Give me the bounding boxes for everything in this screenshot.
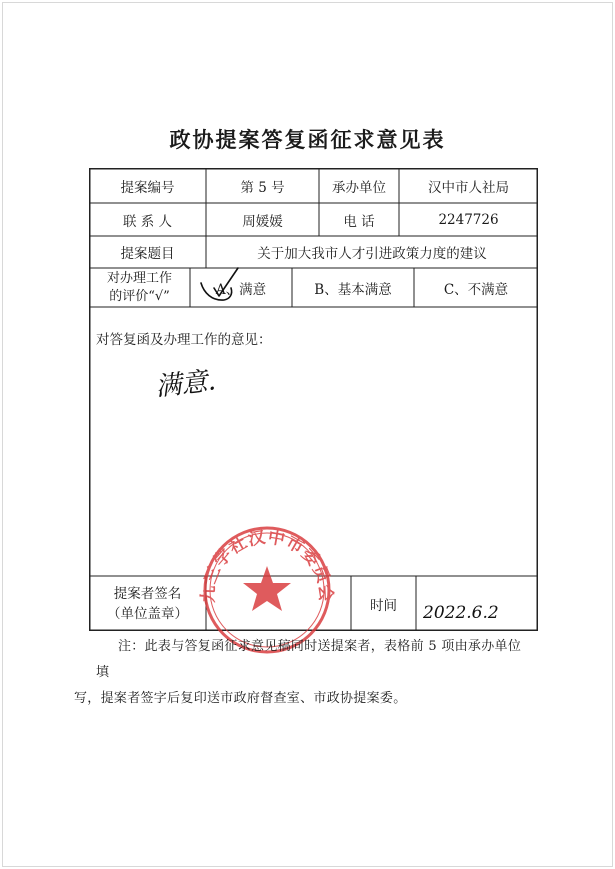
contact-label: 联 系 人	[122, 213, 173, 230]
option-c: C、不满意	[443, 281, 509, 298]
evaluation-label-line2: 的评价“√”	[109, 288, 170, 304]
option-a: A、满意	[215, 281, 267, 298]
proposal-no-label: 提案编号	[120, 179, 175, 196]
proposal-no-value: 第 5 号	[240, 179, 285, 196]
handling-unit-value: 汉中市人社局	[428, 179, 509, 196]
seal-star-icon	[243, 566, 291, 611]
option-b: B、基本满意	[314, 281, 392, 298]
topic-value: 关于加大我市人才引进政策力度的建议	[257, 246, 487, 262]
evaluation-label-line1: 对办理工作	[106, 270, 172, 286]
handwritten-date: 2022.6.2	[423, 603, 499, 623]
proposer-label-line2: （单位盖章）	[107, 605, 188, 622]
proposer-label-line1: 提案者签名	[113, 585, 182, 602]
seal-text: 九三学社汉中市委员会	[198, 527, 336, 604]
form-note	[74, 634, 532, 712]
phone-value: 2247726	[438, 211, 499, 228]
contact-value: 周媛媛	[242, 213, 283, 230]
note-line2: 写，提案者签字后复印送市政府督查室、市政协提案委。	[74, 691, 407, 706]
handling-unit-label: 承办单位	[332, 179, 386, 196]
checkmark-icon	[201, 268, 238, 300]
topic-label: 提案题目	[120, 246, 175, 262]
phone-label: 电 话	[343, 213, 375, 230]
time-label: 时间	[370, 597, 397, 614]
note-line1: 注：此表与答复函征求意见稿同时送提案者，表格前 5 项由承办单位填	[96, 639, 522, 680]
opinion-label: 对答复函及办理工作的意见：	[96, 332, 272, 348]
form-title: 政协提案答复函征求意见表	[169, 127, 446, 152]
handwritten-opinion: 满意.	[154, 366, 218, 403]
